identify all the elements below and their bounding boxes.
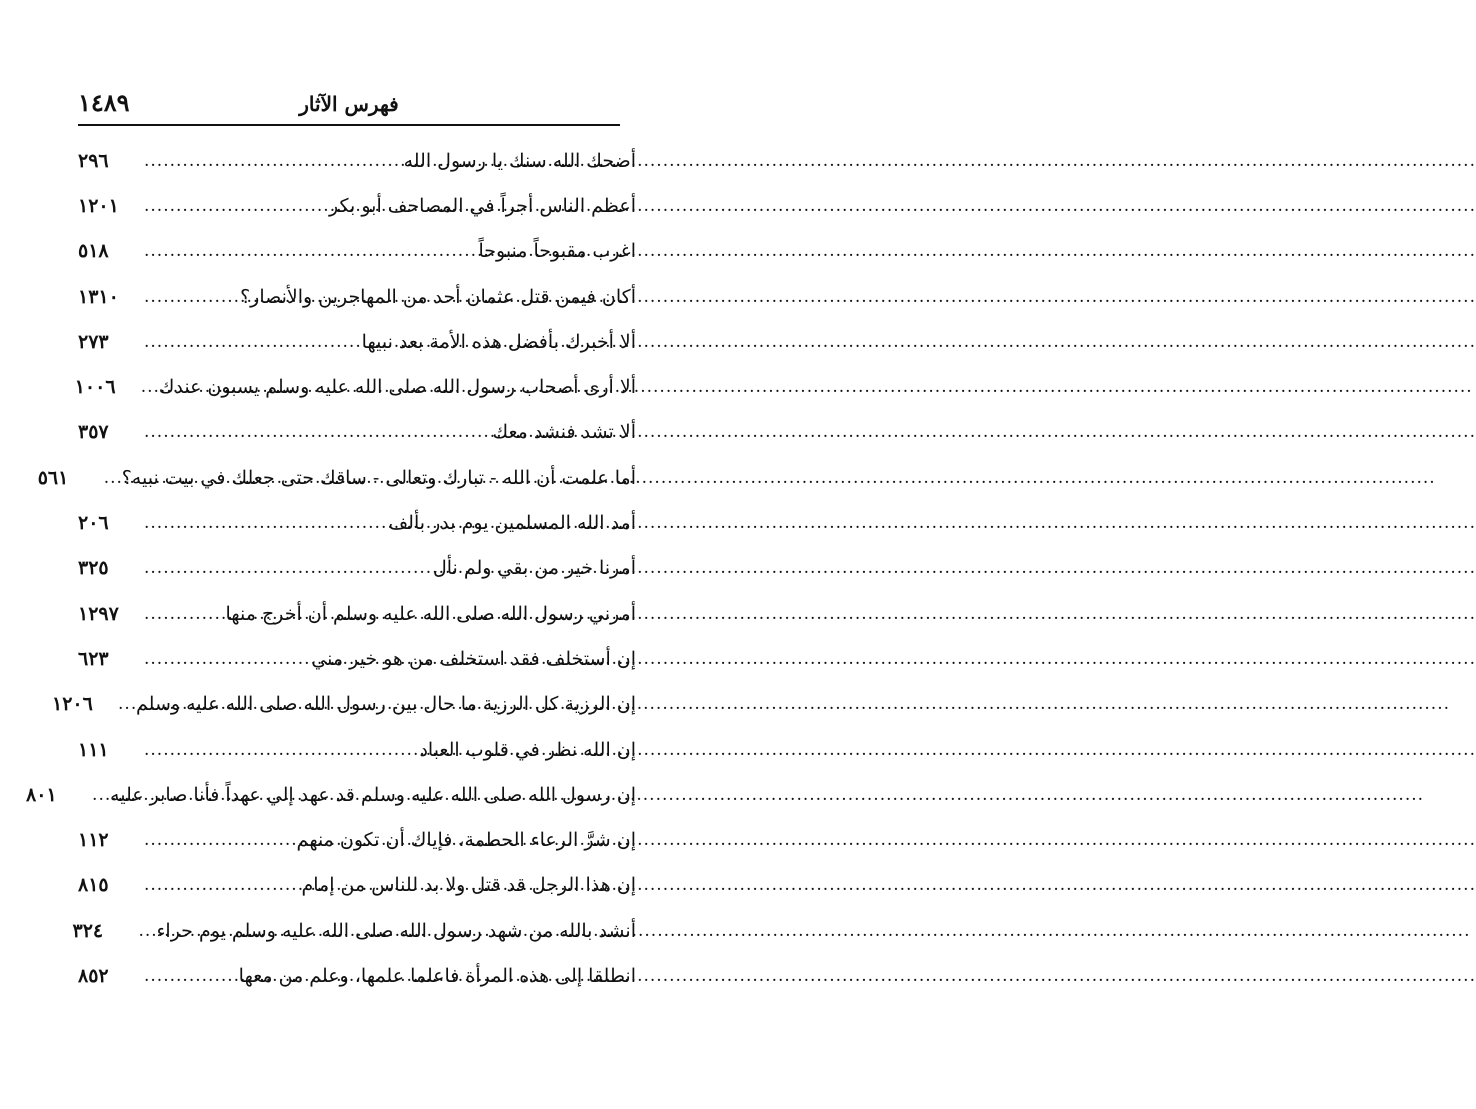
dot-leader (144, 966, 235, 986)
dot-leader (144, 422, 488, 442)
entry-reference: ١١١ (78, 738, 109, 761)
entry-reference: ٢٩٦ (78, 149, 109, 172)
index-entry (78, 410, 636, 455)
entry-text: إن الله نظر في قلوب العباد (419, 738, 636, 761)
index-entry (78, 863, 636, 908)
page-header (78, 82, 620, 124)
entry-reference: ٥٦١ (37, 466, 69, 489)
dot-leader (118, 694, 132, 714)
index-entry (72, 908, 636, 953)
entry-text: أكان فيمن قتل عثمان أحد من المهاجرين والأنصار؟ (240, 285, 636, 308)
entry-reference: ٣٥٧ (78, 421, 109, 444)
index-entry (52, 682, 636, 727)
dot-leader (144, 513, 385, 533)
dot-leader (141, 377, 155, 397)
dot-leader (144, 241, 474, 261)
entry-text: أضحك الله سنك يا رسول الله (403, 149, 636, 172)
index-entry (78, 953, 636, 998)
dot-leader (144, 558, 429, 578)
entry-reference: ٨١٥ (78, 874, 109, 897)
dot-leader (144, 332, 358, 352)
entry-text: ألا تشد فنشد معك (492, 421, 636, 444)
entry-reference: ١٣١٠ (78, 285, 119, 308)
index-entry (37, 455, 636, 500)
entry-text: أما علمت أن الله - تبارك وتعالى - ساقك حتى جعلك في بيت نبيه؟ (121, 466, 636, 489)
entry-text: إن شرَّ الرعاء الحطمة، فإياك أن تكون منهم (296, 829, 636, 852)
entry-reference: ٣٢٤ (72, 919, 104, 942)
entry-text: إن رسول الله صلى الله عليه وسلم قد عهد إلي عهداً فأنا صابر عليه (110, 783, 636, 806)
header-divider (78, 124, 620, 126)
document-page (0, 0, 698, 1109)
index-entry (78, 591, 636, 636)
entry-reference: ١٠٠٦ (74, 376, 116, 399)
page-number: ١٤٨٩ (78, 88, 130, 117)
index-entry (78, 546, 636, 591)
entry-text: ألا أرى أصحاب رسول الله صلى الله عليه وسلم يسبون عندك (158, 376, 636, 399)
entry-reference: ٢٠٦ (78, 512, 109, 535)
entry-text: أمد الله المسلمين يوم بدر بألف (388, 512, 636, 535)
dot-leader (104, 468, 118, 488)
index-entry (78, 274, 636, 319)
index-entry (78, 636, 636, 681)
dot-leader (144, 151, 400, 171)
dot-leader (144, 830, 293, 850)
entry-text: أمرني رسول الله صلى الله عليه وسلم أن أخرج منها (225, 602, 636, 625)
entry-reference: ٣٢٥ (78, 557, 109, 580)
entry-reference: ٨٠١ (26, 783, 57, 806)
entry-reference: ٦٢٣ (78, 647, 109, 670)
dot-leader (144, 196, 325, 216)
index-entry (78, 138, 636, 183)
index-entry (78, 319, 636, 364)
index-list (26, 138, 636, 999)
entry-text: أمرنا خير من بقي ولم نأل (432, 557, 636, 580)
dot-leader (144, 287, 236, 307)
entry-text: إن الرزية كل الرزية ما حال بين رسول الله صلى الله عليه وسلم (136, 693, 636, 716)
entry-text: اغرب مقبوحاً منبوحاً (478, 240, 636, 263)
entry-reference: ١٢٠٦ (52, 693, 93, 716)
entry-text: أعظم الناس أجراً في المصاحف أبو بكر (329, 194, 636, 217)
entry-reference: ١٢٩٧ (78, 602, 119, 625)
dot-leader (144, 740, 415, 760)
dot-leader (138, 921, 152, 941)
index-entry (78, 229, 636, 274)
entry-reference: ١٢٠١ (78, 194, 119, 217)
dot-leader (144, 875, 297, 895)
entry-reference: ١١٢ (78, 829, 109, 852)
index-entry (26, 772, 636, 817)
entry-text: ألا أخبرك بأفضل هذه الأمة بعد نبيها (361, 330, 636, 353)
dot-leader (92, 785, 106, 805)
index-entry (78, 183, 636, 228)
index-entry (78, 817, 636, 862)
entry-text: أنشد بالله من شهد رسول الله صلى الله عليه وسلم يوم حراء (156, 919, 636, 942)
entry-reference: ٥١٨ (78, 240, 109, 263)
dot-leader (144, 649, 307, 669)
index-entry (74, 364, 636, 409)
dot-leader (144, 604, 221, 624)
entry-text: إن أستخلف فقد استخلف من هو خير مني (311, 647, 636, 670)
entry-text: إن هذا الرجل قد قتل ولا بد للناس من إمام (301, 874, 636, 897)
index-entry (78, 500, 636, 545)
entry-text: انطلقا إلى هذه المرأة فاعلما علمها، وعلم من معها (238, 964, 636, 987)
page-title: فهرس الآثار (299, 92, 399, 116)
index-entry (78, 727, 636, 772)
entry-reference: ٨٥٢ (78, 964, 109, 987)
entry-reference: ٢٧٣ (78, 330, 109, 353)
